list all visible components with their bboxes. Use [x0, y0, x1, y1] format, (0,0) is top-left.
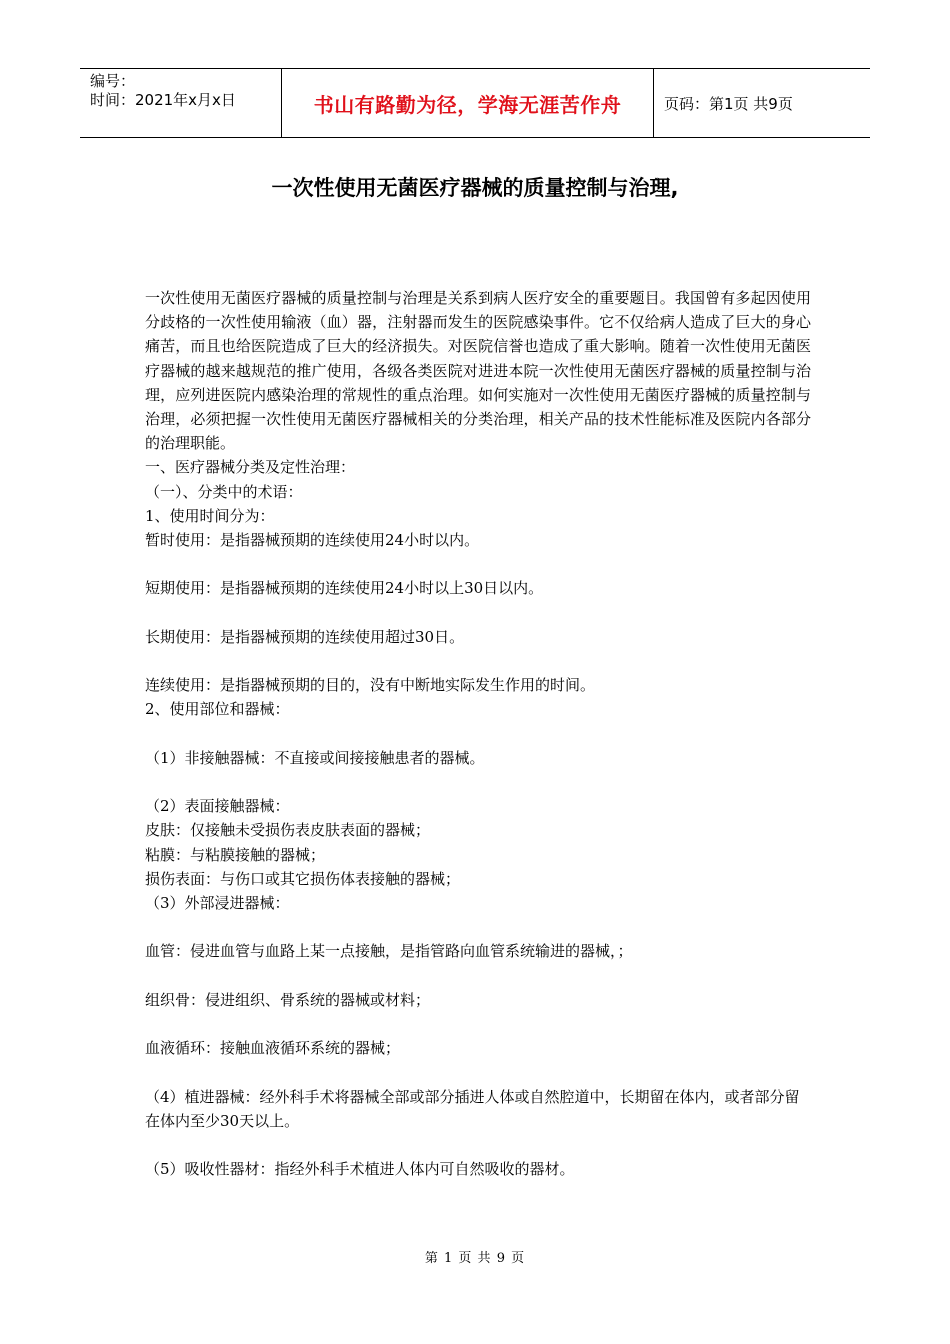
blank-line — [145, 915, 811, 939]
body-paragraph: 粘膜：与粘膜接触的器械； — [145, 845, 326, 864]
body-paragraph: （一）、分类中的术语： — [145, 482, 303, 501]
body-paragraph: （1）非接触器械：不直接或间接接触患者的器械。 — [145, 748, 485, 767]
body-paragraph: 连续使用：是指器械预期的目的，没有中断地实际发生作用的时间。 — [145, 676, 596, 695]
body-paragraph: 一次性使用无菌医疗器械的质量控制与治理是关系到病人医疗安全的重要题目。我国曾有多起因使用分歧格的一次性使用输液（血）器，注射器而发生的医院感染事件。它不仅给病人造成了巨大的身心痛苦，而且也给医院造成了巨大的经济损失。对医院信誉也造成了重大影响。随着一次性使用无菌医疗器械的越来越规范的推广使用，各级各类医院对进进本院一次性使用无菌医疗器械的质量控制与治理，应列进医院内感染治理的常规性的重点治理。如何实施对一次性使用无菌医疗器械的质量控制与治理，必须把握一次性使用无菌医疗器械相关的分类治理，相关产品的技术性能标准及医院内各部分的治理职能。 — [145, 289, 811, 453]
blank-line — [145, 1012, 811, 1036]
page-footer: 第 1 页 共 9 页 — [424, 1251, 526, 1266]
document-number-label: 编号： — [90, 72, 136, 90]
blank-line — [145, 964, 811, 988]
body-paragraph: 2、使用部位和器械： — [145, 700, 290, 719]
header-motto: 书山有路勤为径，学海无涯苦作舟 — [282, 69, 654, 137]
body-paragraph: 暂时使用：是指器械预期的连续使用24小时以内。 — [145, 531, 480, 550]
blank-line — [145, 722, 811, 746]
body-paragraph: （5）吸收性器材：指经外科手术植进人体内可自然吸收的器材。 — [145, 1160, 575, 1179]
blank-line — [145, 1060, 811, 1084]
body-paragraph: （4）植进器械：经外科手术将器械全部或部分插进人体或自然腔道中，长期留在体内，或者部分留在体内至少30天以上。 — [145, 1087, 800, 1130]
body-paragraph: 1、使用时间分为： — [145, 506, 275, 525]
header-left-cell — [80, 69, 282, 137]
body-paragraph: 血液循环：接触血液循环系统的器械； — [145, 1039, 401, 1058]
body-paragraph: 一、医疗器械分类及定性治理： — [145, 458, 356, 477]
body-paragraph: （3）外部浸进器械： — [145, 894, 290, 912]
body-paragraph: 皮肤：仅接触未受损伤表皮肤表面的器械； — [145, 821, 431, 840]
blank-line — [145, 770, 811, 794]
header-table — [80, 68, 870, 138]
header-page-info: 页码：第1页 共9页 — [664, 94, 793, 113]
body-paragraph: 组织骨：侵进组织、骨系统的器械或材料； — [145, 990, 431, 1009]
blank-line — [145, 601, 811, 625]
blank-line — [145, 1133, 811, 1157]
body-paragraph: 长期使用：是指器械预期的连续使用超过30日。 — [145, 627, 465, 646]
body-paragraph: 短期使用：是指器械预期的连续使用24小时以上30日以内。 — [145, 579, 544, 598]
body-paragraph: （2）表面接触器械： — [145, 797, 290, 816]
blank-line — [145, 552, 811, 576]
document-body — [145, 286, 811, 1181]
document-time-label: 时间：2021年x月x日 — [90, 91, 236, 109]
document-title: 一次性使用无菌医疗器械的质量控制与治理, — [271, 176, 679, 200]
body-paragraph: 血管：侵进血管与血路上某一点接触，是指管路向血管系统输进的器械，； — [145, 942, 633, 961]
blank-line — [145, 649, 811, 673]
body-paragraph: 损伤表面：与伤口或其它损伤体表接触的器械； — [145, 869, 461, 888]
